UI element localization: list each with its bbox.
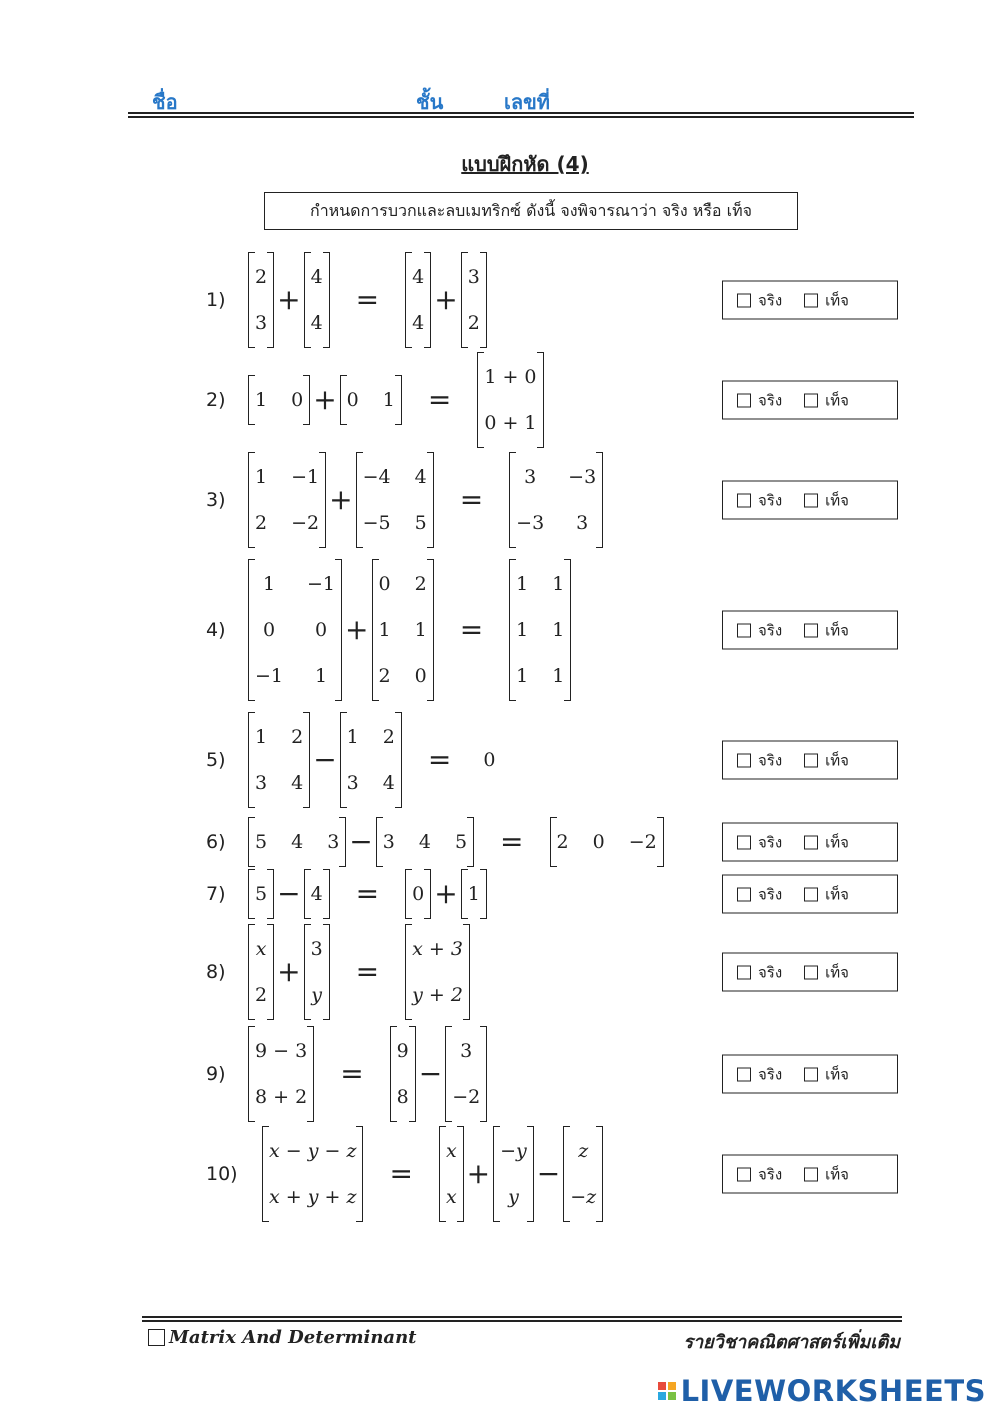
matrix-expression [262,1128,603,1220]
matrix-entry: −1 [291,466,320,488]
problem-number: 9) [206,1063,226,1085]
matrix-entry: −5 [362,512,391,534]
problem-number: 1) [206,289,226,311]
option-true[interactable] [737,388,782,412]
matrix-entry: 5 [414,512,427,534]
checkbox-icon[interactable] [804,1167,818,1181]
false-label: เท็จ [825,963,849,981]
false-label: เท็จ [825,291,849,309]
matrix-entry: 3 [327,831,340,853]
option-false[interactable] [804,488,849,512]
matrix [390,1028,416,1120]
footer-rule-top [142,1316,902,1318]
checkbox-icon[interactable] [737,293,751,307]
matrix-entry: 3 [460,1040,473,1062]
matrix [509,561,571,699]
matrix-entry: 5 [255,883,268,905]
matrix-entry: 1 [516,665,529,687]
operator: + [277,955,301,988]
matrix-entry: z [578,1140,589,1162]
true-label: จริง [758,885,783,903]
matrix-entry: 1 [378,619,391,641]
answer-box [722,1055,898,1094]
footer-subject: รายวิชาคณิตศาสตร์เพิ่มเติม [683,1332,900,1353]
true-label: จริง [758,621,783,639]
matrix-entry: 1 [262,573,276,595]
false-label: เท็จ [825,491,849,509]
checkbox-icon[interactable] [737,1167,751,1181]
option-true[interactable] [737,748,782,772]
false-label: เท็จ [825,391,849,409]
matrix [248,377,310,423]
equals-sign: = [459,613,484,646]
matrix [445,1028,487,1120]
matrix-expression [248,871,487,917]
problem-number: 4) [206,619,226,641]
matrix [477,354,543,446]
matrix-entry: 1 [516,619,529,641]
true-label: จริง [758,391,783,409]
problem-number: 6) [206,831,226,853]
class-label: ชั้น [416,90,444,114]
matrix-entry: 1 [346,726,359,748]
name-label: ชื่อ [152,90,178,114]
matrix-entry: −1 [255,665,284,687]
matrix [248,1028,314,1120]
matrix-entry: 4 [382,772,395,794]
square-icon [148,1329,165,1346]
matrix-entry: 3 [255,772,268,794]
matrix-expression [248,926,470,1018]
equals-sign: = [355,877,380,910]
matrix-entry: 2 [556,831,569,853]
liveworksheets-logo [658,1374,986,1408]
matrix [248,254,274,346]
operator: + [277,283,301,316]
matrix-entry: 1 [552,619,565,641]
matrix-entry: 1 + 0 [484,366,537,388]
option-true[interactable] [737,830,782,854]
header-rule-bottom [128,116,914,118]
true-label: จริง [758,833,783,851]
matrix-entry: 3 [310,938,323,960]
matrix-entry: 4 [291,831,304,853]
matrix [304,926,330,1018]
matrix-entry: 0 [346,389,359,411]
operator: + [434,877,458,910]
option-true[interactable] [737,288,782,312]
problem-number: 2) [206,389,226,411]
true-label: จริง [758,491,783,509]
checkbox-icon[interactable] [737,493,751,507]
matrix-entry: −1 [307,573,336,595]
matrix-entry: 4 [418,831,431,853]
matrix-entry: 0 [592,831,605,853]
option-true[interactable] [737,488,782,512]
matrix [248,926,274,1018]
answer-box [722,1155,898,1194]
matrix-entry: 0 + 1 [484,412,537,434]
false-label: เท็จ [825,885,849,903]
matrix-entry: 3 [576,512,589,534]
answer-box [722,481,898,520]
matrix [493,1128,534,1220]
matrix-entry: 2 [255,266,268,288]
header-rule-top [128,112,914,114]
option-false[interactable] [804,1162,849,1186]
matrix [340,714,402,806]
option-false[interactable] [804,882,849,906]
matrix-expression [248,714,501,806]
equals-sign: = [500,825,524,858]
matrix-entry: −2 [628,831,657,853]
matrix-entry: x [445,1140,457,1162]
operator: − [349,825,373,858]
matrix-entry: 0 [412,883,425,905]
checkbox-icon[interactable] [804,623,818,637]
false-label: เท็จ [825,1165,849,1183]
operator: + [313,383,337,416]
matrix [356,454,434,546]
checkbox-icon[interactable] [804,493,818,507]
matrix-expression [248,254,487,346]
false-label: เท็จ [825,751,849,769]
matrix-entry: 3 [524,466,537,488]
operator: − [313,743,337,776]
matrix-entry: 4 [414,466,427,488]
matrix [563,1128,603,1220]
checkbox-icon[interactable] [737,753,751,767]
checkbox-icon[interactable] [737,887,751,901]
matrix-entry: y [311,984,322,1006]
matrix-entry: 4 [310,883,323,905]
false-label: เท็จ [825,833,849,851]
matrix-entry: y [508,1186,519,1208]
matrix [372,561,434,699]
problem-number: 3) [206,489,226,511]
matrix-entry: 2 [255,984,268,1006]
answer-box [722,823,898,862]
matrix-entry: 1 [255,389,268,411]
option-true[interactable] [737,618,782,642]
matrix-entry: 3 [382,831,395,853]
option-false[interactable] [804,1062,849,1086]
matrix-entry: 1 [255,726,268,748]
matrix-entry: 1 [414,619,427,641]
matrix [405,871,431,917]
checkbox-icon[interactable] [804,887,818,901]
true-label: จริง [758,963,783,981]
operator: + [466,1157,491,1190]
matrix-entry: 3 [346,772,359,794]
number-label: เลขที่ [504,90,550,114]
matrix-entry: 1 [467,883,480,905]
footer-rule-bottom [142,1320,902,1322]
matrix-entry: 2 [467,312,480,334]
matrix-entry: 0 [314,619,328,641]
matrix [248,819,346,865]
matrix [509,454,603,546]
checkbox-icon[interactable] [804,965,818,979]
checkbox-icon[interactable] [737,623,751,637]
operator: + [345,613,369,646]
matrix-entry: 0 [414,665,427,687]
matrix-entry: −2 [291,512,320,534]
matrix [461,871,487,917]
matrix-entry: 2 [291,726,304,748]
matrix [376,819,474,865]
operator: + [434,283,458,316]
matrix-entry: x [445,1186,457,1208]
matrix-entry: x − y − z [269,1140,357,1162]
option-true[interactable] [737,1162,782,1186]
checkbox-icon[interactable] [804,393,818,407]
answer-box [722,741,898,780]
matrix-entry: 3 [255,312,268,334]
matrix-entry: −2 [452,1086,481,1108]
matrix [248,454,326,546]
matrix [248,871,274,917]
matrix-entry: 4 [412,266,425,288]
matrix-entry: 2 [378,665,391,687]
matrix [461,254,487,346]
matrix-entry: 1 [552,573,565,595]
checkbox-icon[interactable] [737,965,751,979]
answer-box [722,611,898,650]
true-label: จริง [758,291,783,309]
matrix-entry: −y [500,1140,527,1162]
problem-number: 7) [206,883,226,905]
matrix-entry: −4 [362,466,391,488]
option-true[interactable] [737,960,782,984]
page-title: แบบฝึกหัด (4) [461,152,589,176]
logo-icon [658,1382,676,1400]
matrix [405,254,431,346]
matrix-entry: 3 [467,266,480,288]
operator: + [329,483,353,516]
answer-box [722,281,898,320]
matrix-entry: 1 [552,665,565,687]
logo-text: LIVEWORKSHEETS [680,1374,986,1408]
matrix [439,1128,464,1220]
operator: − [418,1057,443,1090]
matrix-entry: 8 [396,1086,409,1108]
matrix-entry: 4 [310,312,323,334]
checkbox-icon[interactable] [804,753,818,767]
matrix-entry: 2 [382,726,395,748]
matrix-expression [248,454,603,546]
matrix-expression [248,561,571,699]
footer-left [148,1327,416,1348]
matrix-entry: −3 [516,512,545,534]
equals-sign: = [389,1157,413,1190]
option-true[interactable] [737,1062,782,1086]
instruction-text: กำหนดการบวกและลบเมทริกซ์ ดังนี้ จงพิจารณาว่า จริง หรือ เท็จ [310,200,752,220]
matrix-entry: y + 2 [412,984,463,1006]
true-label: จริง [758,1065,783,1083]
matrix-entry: 1 [516,573,529,595]
matrix-entry: x + 3 [412,938,463,960]
matrix [405,926,470,1018]
matrix-entry: 1 [314,665,328,687]
matrix-entry: 2 [414,573,427,595]
false-label: เท็จ [825,1065,849,1083]
matrix [550,819,664,865]
equals-sign: = [355,283,380,316]
matrix [304,254,330,346]
checkbox-icon[interactable] [737,1067,751,1081]
checkbox-icon[interactable] [737,835,751,849]
option-false[interactable] [804,748,849,772]
matrix [340,377,402,423]
problem-number: 8) [206,961,226,983]
option-false[interactable] [804,830,849,854]
checkbox-icon[interactable] [804,1067,818,1081]
true-label: จริง [758,751,783,769]
false-label: เท็จ [825,621,849,639]
footer-course-title: Matrix And Determinant [169,1327,417,1348]
problem-number: 5) [206,749,226,771]
answer-box [722,953,898,992]
matrix-entry: x [255,938,267,960]
equals-sign: = [340,1057,364,1090]
answer-box [722,381,898,420]
matrix [304,871,330,917]
operator: − [536,1157,561,1190]
matrix-entry: 1 [255,466,268,488]
matrix [248,561,342,699]
matrix-entry: 4 [310,266,323,288]
matrix-entry: 9 − 3 [255,1040,308,1062]
matrix-entry: −3 [568,466,597,488]
equals-sign: = [427,743,452,776]
matrix-expression [248,1028,487,1120]
result-value: 0 [483,749,496,771]
matrix-entry: 8 + 2 [255,1086,308,1108]
option-false[interactable] [804,388,849,412]
matrix-entry: 2 [255,512,268,534]
matrix-expression [248,354,544,446]
matrix-entry: 5 [255,831,268,853]
matrix-entry: −z [570,1186,597,1208]
equals-sign: = [355,955,380,988]
equals-sign: = [459,483,484,516]
matrix-entry: 4 [412,312,425,334]
equals-sign: = [427,383,452,416]
matrix-entry: 9 [396,1040,409,1062]
matrix-entry: 4 [291,772,304,794]
problem-number: 10) [206,1163,238,1185]
matrix-entry: 5 [454,831,468,853]
matrix-entry: x + y + z [269,1186,357,1208]
true-label: จริง [758,1165,783,1183]
answer-box [722,875,898,914]
matrix-entry: 0 [262,619,276,641]
option-false[interactable] [804,288,849,312]
option-true[interactable] [737,882,782,906]
matrix-entry: 0 [291,389,304,411]
option-false[interactable] [804,960,849,984]
checkbox-icon[interactable] [804,293,818,307]
operator: − [277,877,301,910]
checkbox-icon[interactable] [737,393,751,407]
matrix-expression [248,819,664,865]
matrix [248,714,310,806]
option-false[interactable] [804,618,849,642]
checkbox-icon[interactable] [804,835,818,849]
matrix [262,1128,363,1220]
matrix-entry: 0 [378,573,391,595]
instruction-box [264,192,798,230]
matrix-entry: 1 [382,389,395,411]
